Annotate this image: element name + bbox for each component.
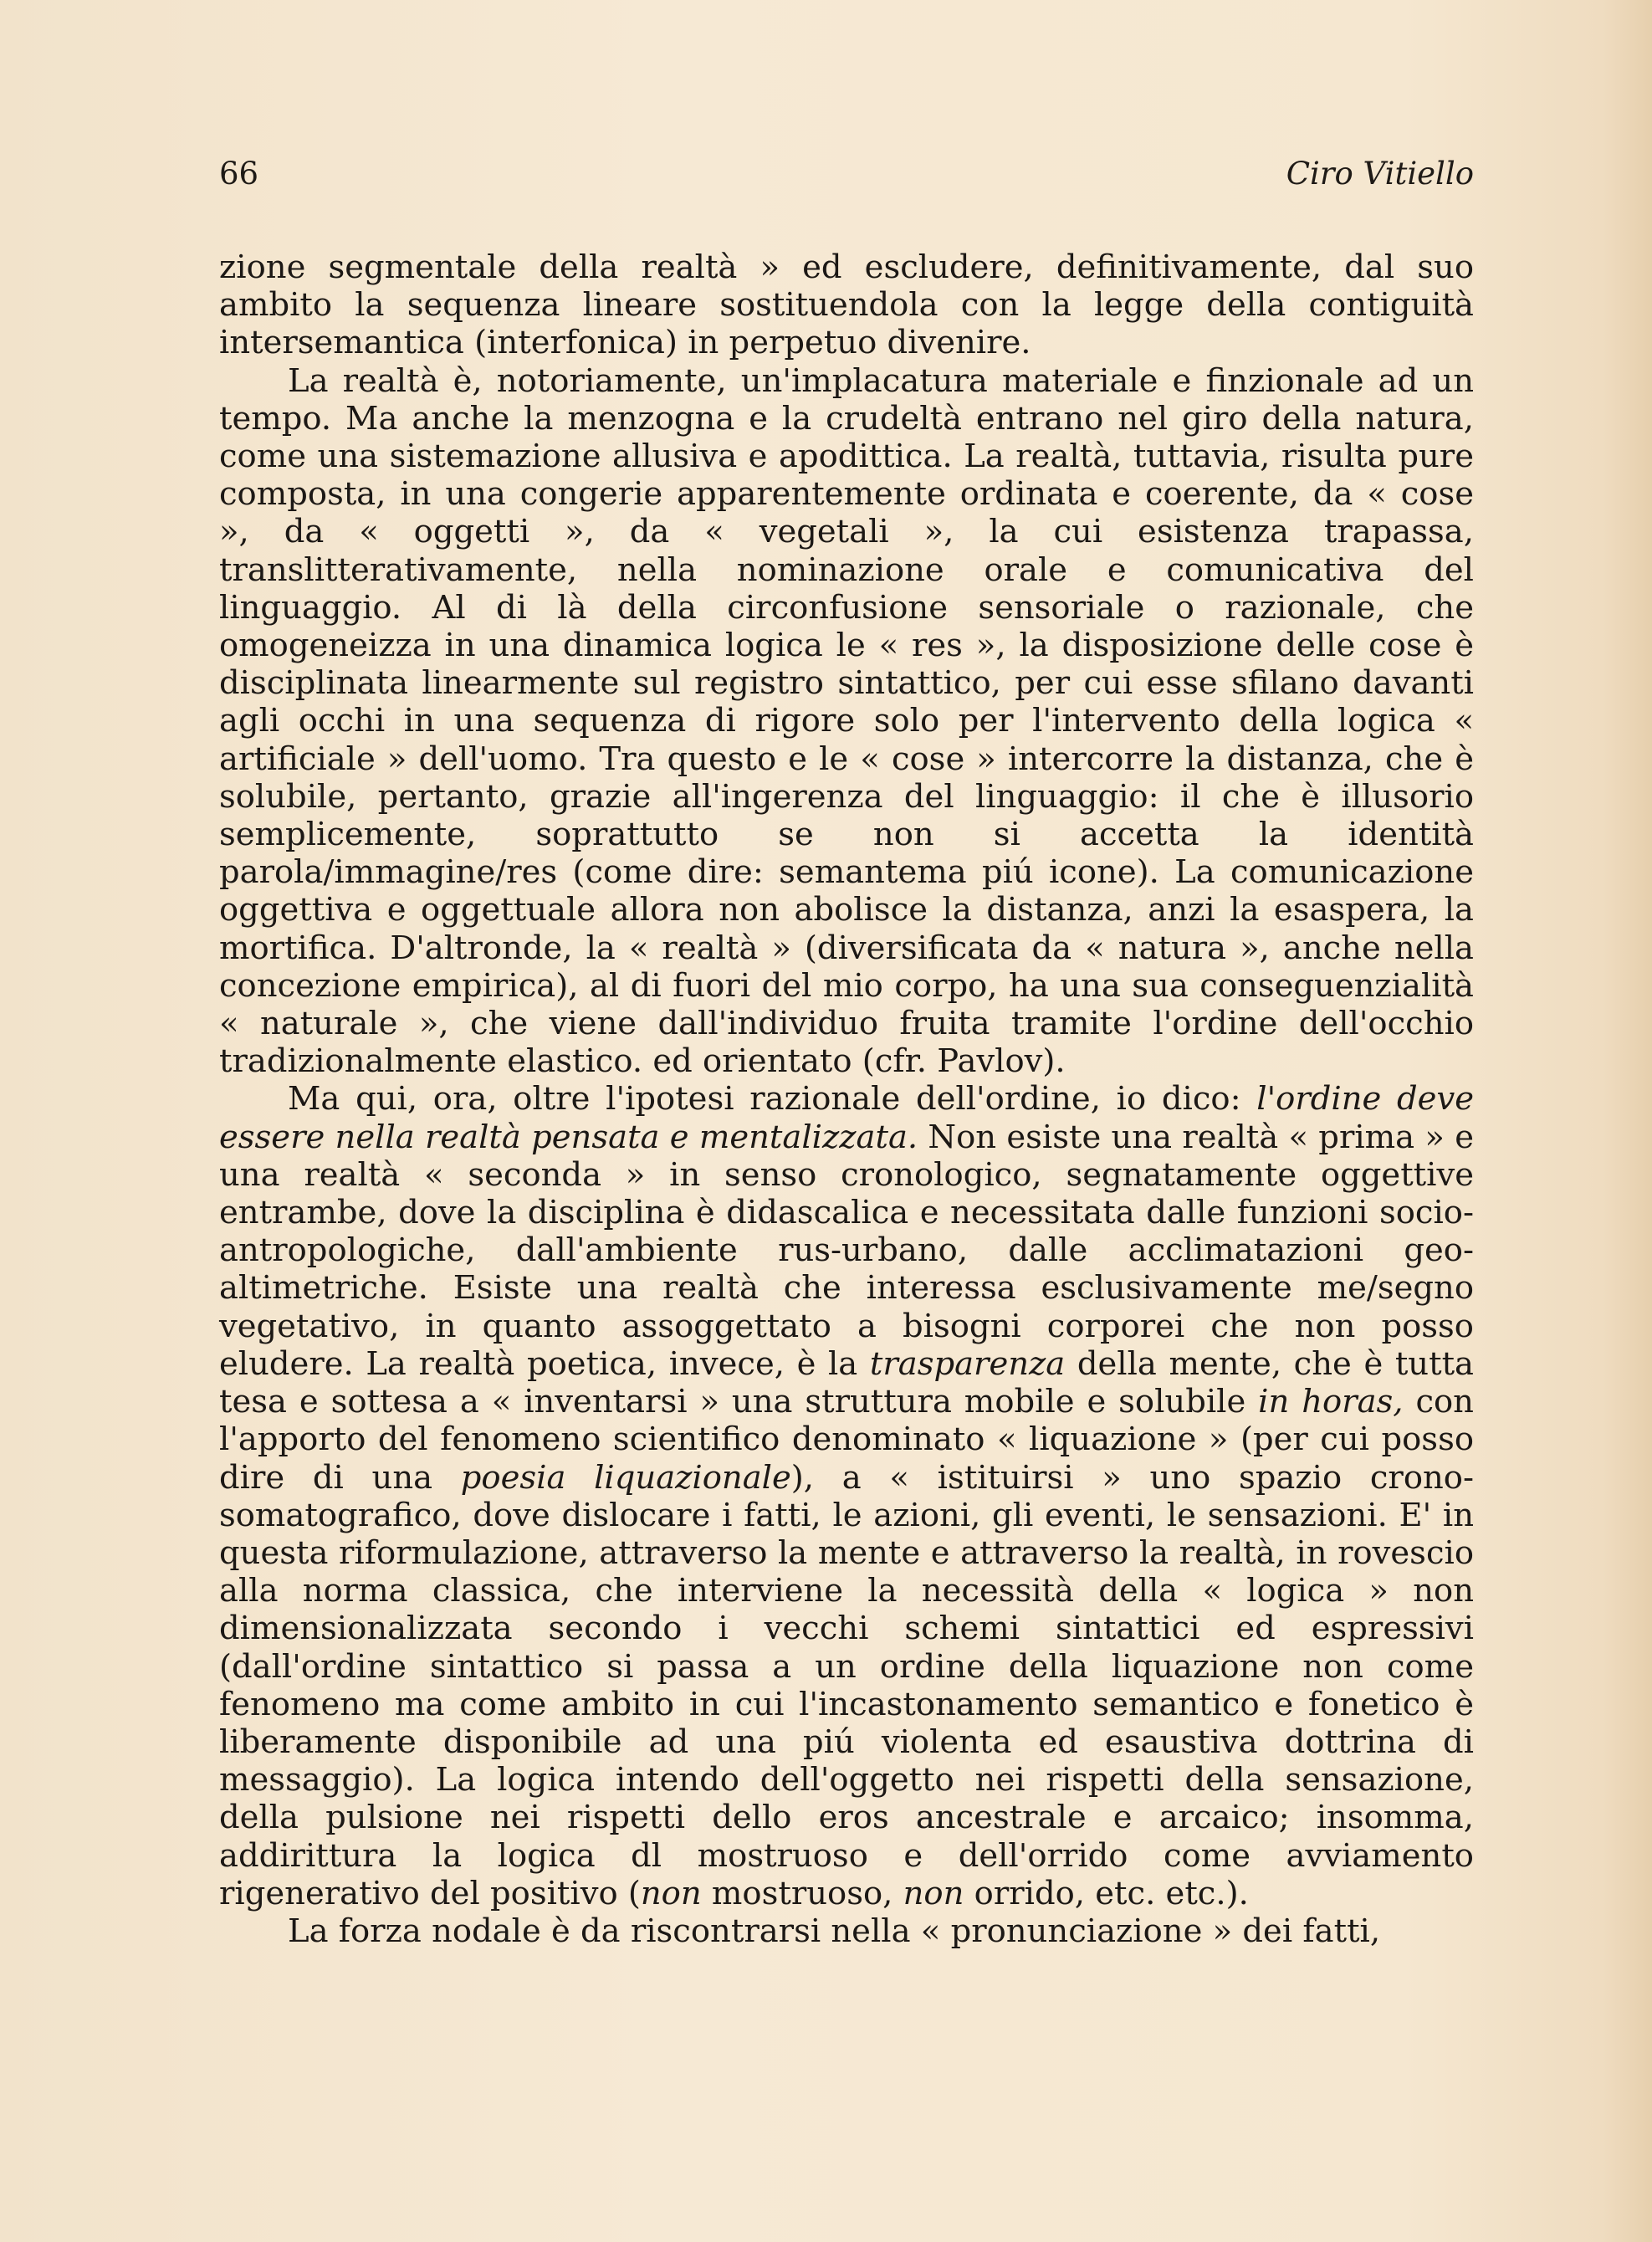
paragraph-1: [219, 248, 1474, 362]
paragraph-2: [219, 362, 1474, 1081]
page-header: [219, 156, 1474, 202]
running-head-author: Ciro Vitiello: [1286, 156, 1474, 192]
paragraph-text: La realtà è, notoriamente, un'implacatura materiale e finzionale ad un tempo. Ma anche la menzogna e la crudeltà entrano nel giro della natura, come una sistemazione allusiva e apodittica. La realtà, tuttavia, risulta pure composta, in una congerie apparentemente ordinata e coerente, da « cose », da « oggetti », da « vegetali », la cui esistenza trapassa, translitterativamente, nella nominazione orale e comunicativa del linguaggio. Al di là della circonfusione sensoriale o razionale, che omogeneizza in una dinamica logica le « res », la disposizione delle cose è disciplinata linearmente sul registro sintattico, per cui esse sfilano davanti agli occhi in una sequenza di rigore solo per l'intervento della logica « artificiale » dell'uomo. Tra questo e le « cose » intercorre la distanza, che è solubile, pertanto, grazie all'ingerenza del linguaggio: il che è illusorio semplicemente, soprattutto se non si accetta la identità parola/immagine/res (come dire: semantema piú icone). La comunicazione oggettiva e oggettuale allora non abolisce la distanza, anzi la esaspera, la mortifica. D'altronde, la « realtà » (diversificata da « natura », anche nella concezione empirica), al di fuori del mio corpo, ha una sua conseguenzialità « naturale », che viene dall'individuo fruita tramite l'ordine dell'occhio tradizionalmente elastico. ed orientato (cfr. Pavlov).: [219, 361, 1474, 1081]
italic-phrase: non: [903, 1874, 964, 1912]
italic-phrase: poesia liquazionale: [460, 1458, 791, 1497]
paragraph-text: orrido, etc. etc.).: [964, 1874, 1249, 1912]
body-text: [219, 248, 1474, 1950]
italic-phrase: trasparenza: [869, 1344, 1066, 1383]
italic-phrase: non: [640, 1874, 702, 1912]
paragraph-text: con l'apporto del fenomeno scientifico denominato « liquazione » (per cui posso dire di una: [219, 1383, 1474, 1497]
paragraph-text: Non esiste una realtà « prima » e una realtà « seconda » in senso cronologico, segnatamente oggettive entrambe, dove la disciplina è didascalica e necessitata dalle funzioni socio-antropologiche, dall'ambiente rus-urbano, dalle acclimatazioni geo-altimetriche. Esiste una realtà che interessa esclusivamente me/segno vegetativo, in quanto assoggettato a bisogni corporei che non posso eludere. La realtà poetica, invece, è la: [219, 1118, 1475, 1383]
paragraph-text: zione segmentale della realtà » ed escludere, definitivamente, dal suo ambito la sequenza lineare sostituendola con la legge della contiguità intersemantica (interfonica) in perpetuo divenire.: [219, 248, 1474, 362]
paragraph-text: mostruoso,: [701, 1874, 903, 1912]
paragraph-text: della mente, che è tutta tesa e sottesa a « inventarsi » una struttura mobile e solubile: [219, 1344, 1474, 1421]
italic-phrase: l'ordine deve essere nella realtà pensata e mentalizzata.: [219, 1080, 1474, 1156]
paragraph-text: Ma qui, ora, oltre l'ipotesi razionale dell'ordine, io dico:: [288, 1080, 1257, 1118]
paragraph-4: [219, 1912, 1474, 1950]
page-number: 66: [219, 156, 259, 192]
italic-phrase: in horas,: [1258, 1383, 1404, 1421]
paragraph-text: ), a « istituirsi » uno spazio crono-somatografico, dove dislocare i fatti, le azioni, gli eventi, le sensazioni. E' in questa riformulazione, attraverso la mente e attraverso la realtà, in rovescio alla norma classica, che interviene la necessità della « logica » non dimensionalizzata secondo i vecchi schemi sintattici ed espressivi (dall'ordine sintattico si passa a un ordine della liquazione non come fenomeno ma come ambito in cui l'incastonamento semantico e fonetico è liberamente disponibile ad una piú violenta ed esaustiva dottrina di messaggio). La logica intendo dell'oggetto nei rispetti della sensazione, della pulsione nei rispetti dello eros ancestrale e arcaico; insomma, addirittura la logica dl mostruoso e dell'orrido come avviamento rigenerativo del positivo (: [219, 1458, 1474, 1912]
paragraph-3: [219, 1080, 1474, 1912]
paragraph-text: La forza nodale è da riscontrarsi nella « pronunciazione » dei fatti,: [288, 1912, 1381, 1950]
